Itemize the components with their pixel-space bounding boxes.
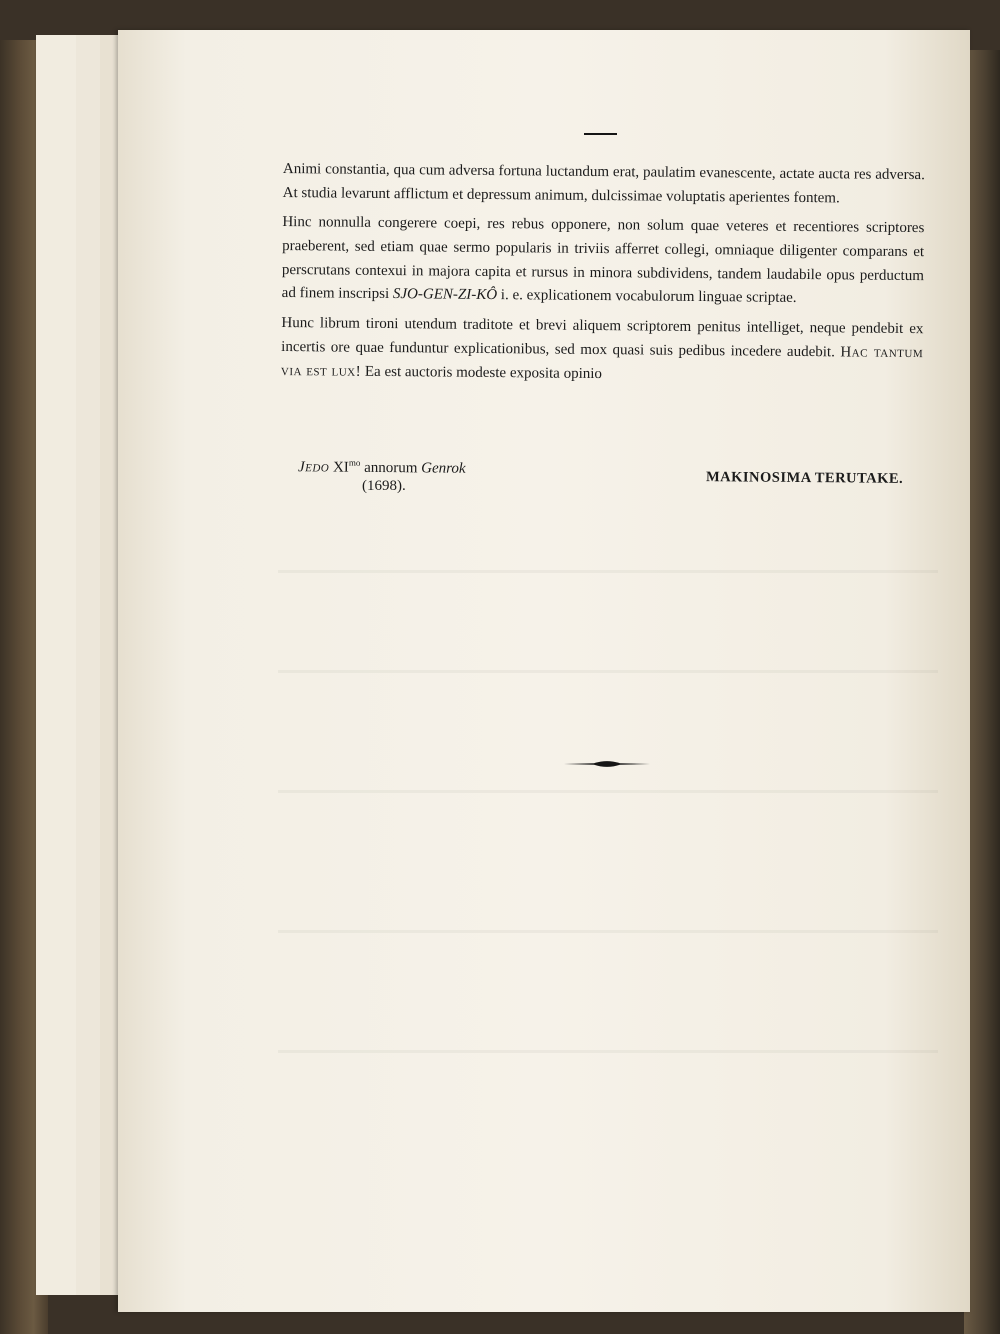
author-signature: MAKINOSIMA TERUTAKE. [705, 469, 904, 487]
paragraph-2-body: Hinc nonnulla congerere coepi, res rebus opponere, non solum quae veteres et recentiores scriptores praeberent, sed etiam quae sermo popularis in triviis afferret collegi, omniaque diligenter comparans et perscrutans contexui in majora capita et rursus in minora subdividens, tandem laudabile opus perductum ad finem inscripsi [281, 214, 925, 303]
bleed-through-line [278, 1050, 938, 1053]
year: (1698). [362, 478, 406, 494]
book-title: SJO-GEN-ZI-KÔ [392, 286, 498, 304]
book-page [118, 30, 970, 1312]
page-stack [36, 35, 77, 1295]
paragraph-2 [282, 211, 925, 312]
paragraph-3-body: Hunc librum tironi utendum traditote et brevi aliquem scriptorem penitus intelliget, neque pendebit ex incertis ore quae funduntur explicationibus, sed mox quasi suis pedibus incedere audebit. [281, 315, 924, 361]
date-superscript: mo [348, 457, 361, 468]
motto: Hac tantum via est lux! [280, 344, 924, 380]
paragraph-3 [281, 312, 924, 389]
paragraph-2-tail: i. e. explicationem vocabulorum linguae scriptae. [500, 287, 797, 307]
era: Genrok [421, 460, 466, 477]
bleed-through-line [278, 570, 938, 573]
place: Jedo [297, 459, 330, 476]
page-stack [76, 35, 101, 1295]
paragraph-1: Animi constantia, qua cum adversa fortuna luctandum erat, paulatim evanescente, actate aucta res adversa. At studia levarunt afflictum et depressum animum, dulcissimae voluptatis aperientes fontem. [282, 160, 925, 207]
bleed-through-line [278, 790, 938, 793]
paragraph-3-tail: Ea est auctoris modeste exposita opinio [364, 363, 603, 382]
date-line [298, 457, 466, 478]
header-rule [584, 133, 617, 135]
date-middle: annorum [364, 459, 418, 477]
ornament-divider [564, 758, 650, 770]
bleed-through-line [278, 670, 938, 673]
date-prefix: XI [332, 459, 349, 476]
preface-text [281, 158, 925, 395]
bleed-through-line [278, 930, 938, 933]
